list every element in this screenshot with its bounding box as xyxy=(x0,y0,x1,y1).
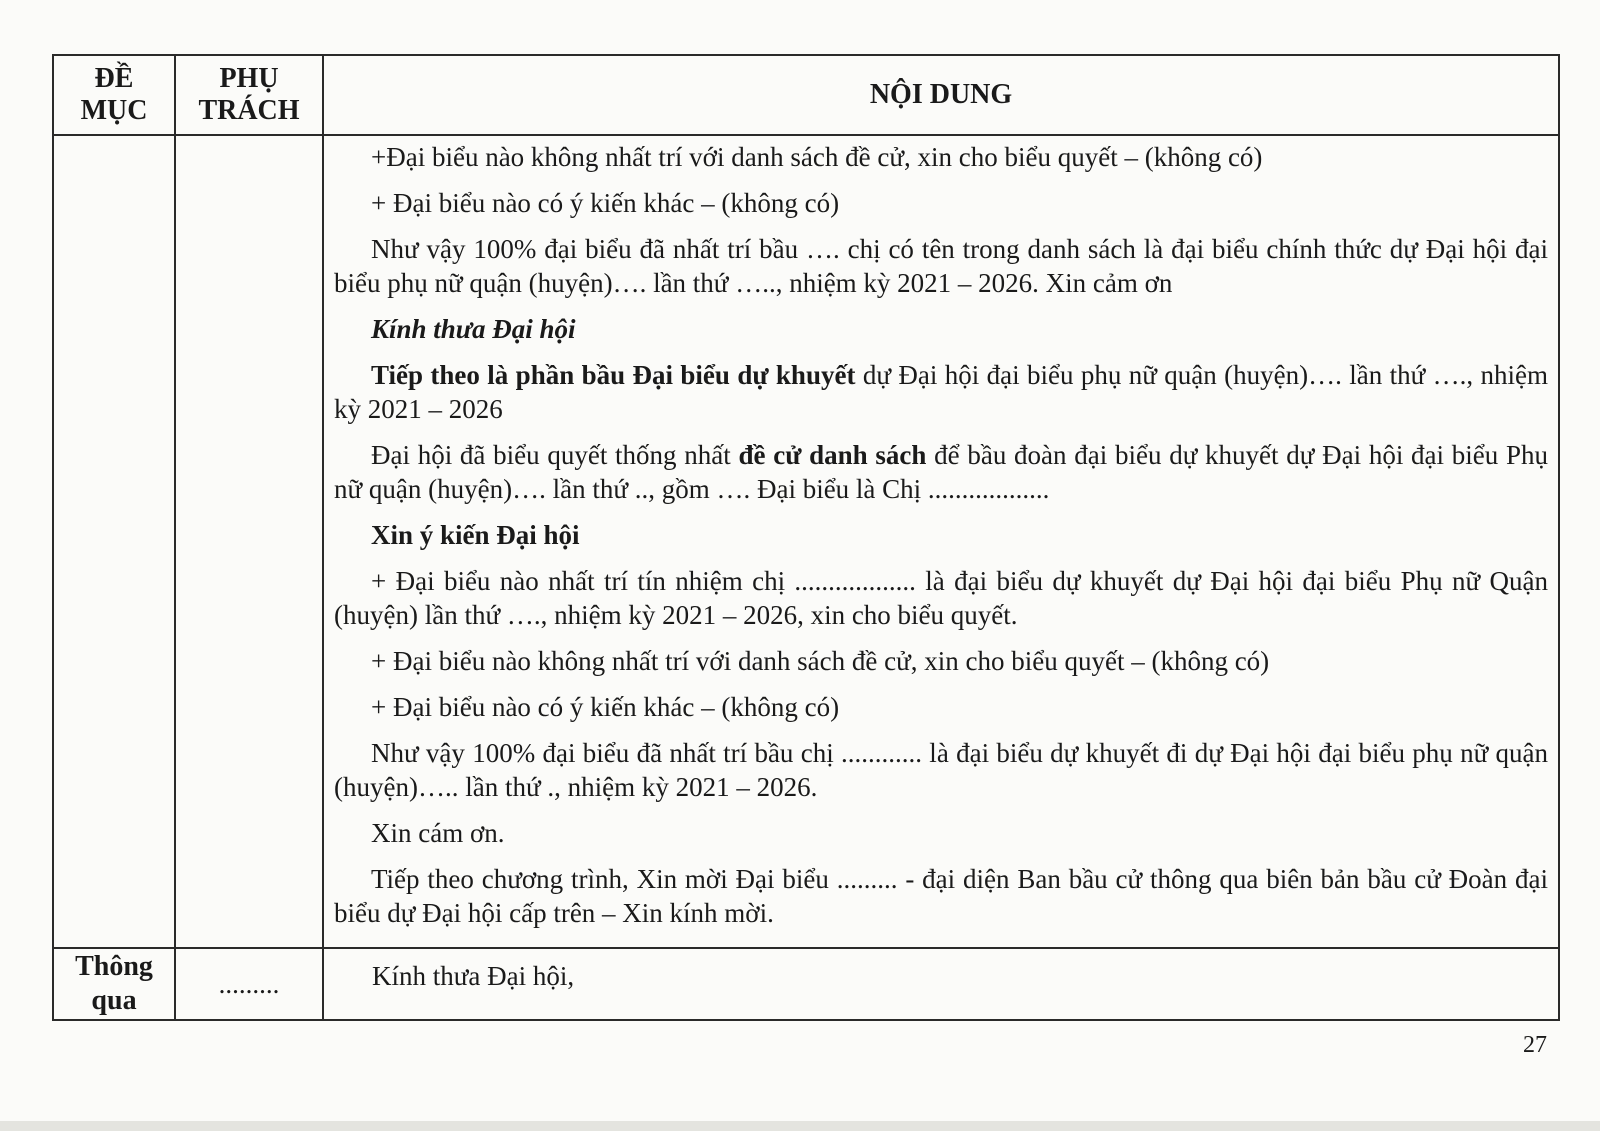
content-phutrach-cell xyxy=(175,135,323,948)
footer-noidung-cell xyxy=(323,948,1559,1020)
footer-noidung-text: Kính thưa Đại hội, xyxy=(372,961,575,991)
paragraph-5-bold: Tiếp theo là phần bầu Đại biểu dự khuyết xyxy=(371,360,856,390)
footer-demuc-cell xyxy=(53,948,175,1020)
content-row xyxy=(53,135,1559,948)
footer-row xyxy=(53,948,1559,1020)
paragraph-4 xyxy=(334,312,1548,346)
page-number: 27 xyxy=(1523,1032,1547,1058)
header-demuc-line1: ĐỀ xyxy=(94,63,134,94)
header-demuc xyxy=(53,55,175,135)
paragraph-3: Như vậy 100% đại biểu đã nhất trí bầu …. chị có tên trong danh sách là đại biểu chính thức dự Đại hội đại biểu phụ nữ quận (huyện)…. lần thứ ….., nhiệm kỳ 2021 – 2026. Xin cảm ơn xyxy=(334,234,1548,298)
header-phutrach-line1: PHỤ xyxy=(219,63,279,94)
paragraph-9: + Đại biểu nào không nhất trí với danh sách đề cử, xin cho biểu quyết – (không có) xyxy=(371,646,1270,676)
paragraph-10: + Đại biểu nào có ý kiến khác – (không có) xyxy=(371,692,840,722)
paragraph-13: Tiếp theo chương trình, Xin mời Đại biểu ......... - đại diện Ban bầu cử thông qua biên bản bầu cử Đoàn đại biểu dự Đại hội cấp trên – Xin kính mời. xyxy=(334,864,1548,928)
paragraph-6-bold: đề cử danh sách xyxy=(738,440,927,470)
paragraph-11: Như vậy 100% đại biểu đã nhất trí bầu chị ............ là đại biểu dự khuyết đi dự Đại hội đại biểu phụ nữ quận (huyện)….. lần thứ ., nhiệm kỳ 2021 – 2026. xyxy=(334,738,1548,802)
paragraph-6-a: Đại hội đã biểu quyết thống nhất xyxy=(371,440,739,470)
table-header-row xyxy=(53,55,1559,135)
content-body xyxy=(324,136,1558,946)
paragraph-5 xyxy=(334,358,1548,426)
paragraph-8: + Đại biểu nào nhất trí tín nhiệm chị .................. là đại biểu dự khuyết dự Đại hội đại biểu Phụ nữ Quận (huyện) lần thứ …., nhiệm kỳ 2021 – 2026, xin cho biểu quyết. xyxy=(334,566,1548,630)
paragraph-5-rest: dự Đại hội đại biểu phụ nữ quận (huyện)…. lần thứ …., nhiệm kỳ 2021 – 2026 xyxy=(334,360,1549,424)
paragraph-12: Xin cám ơn. xyxy=(371,818,505,848)
paragraph-2: + Đại biểu nào có ý kiến khác – (không có) xyxy=(371,188,840,218)
paragraph-7-text: Xin ý kiến Đại hội xyxy=(371,520,580,550)
paragraph-6-b: để bầu đoàn đại biểu dự khuyết dự Đại hội đại biểu Phụ nữ quận (huyện)…. lần thứ .., gồm …. Đại biểu là Chị .................. xyxy=(334,440,1548,504)
header-demuc-line2: MỤC xyxy=(80,95,148,126)
footer-demuc-line1: Thông xyxy=(75,951,153,982)
content-noidung-cell xyxy=(323,135,1559,948)
paragraph-7 xyxy=(334,518,1548,552)
header-noidung: NỘI DUNG xyxy=(323,55,1559,135)
paragraph-1: +Đại biểu nào không nhất trí với danh sách đề cử, xin cho biểu quyết – (không có) xyxy=(371,142,1263,172)
paragraph-6 xyxy=(334,438,1548,506)
scan-bottom-edge xyxy=(0,1121,1600,1131)
footer-demuc-line2: qua xyxy=(91,985,137,1016)
header-phutrach-line2: TRÁCH xyxy=(198,95,300,126)
paragraph-4-text: Kính thưa Đại hội xyxy=(371,314,576,344)
footer-phutrach-cell: ......... xyxy=(175,948,323,1020)
header-phutrach xyxy=(175,55,323,135)
program-table xyxy=(52,54,1560,1021)
content-demuc-cell xyxy=(53,135,175,948)
